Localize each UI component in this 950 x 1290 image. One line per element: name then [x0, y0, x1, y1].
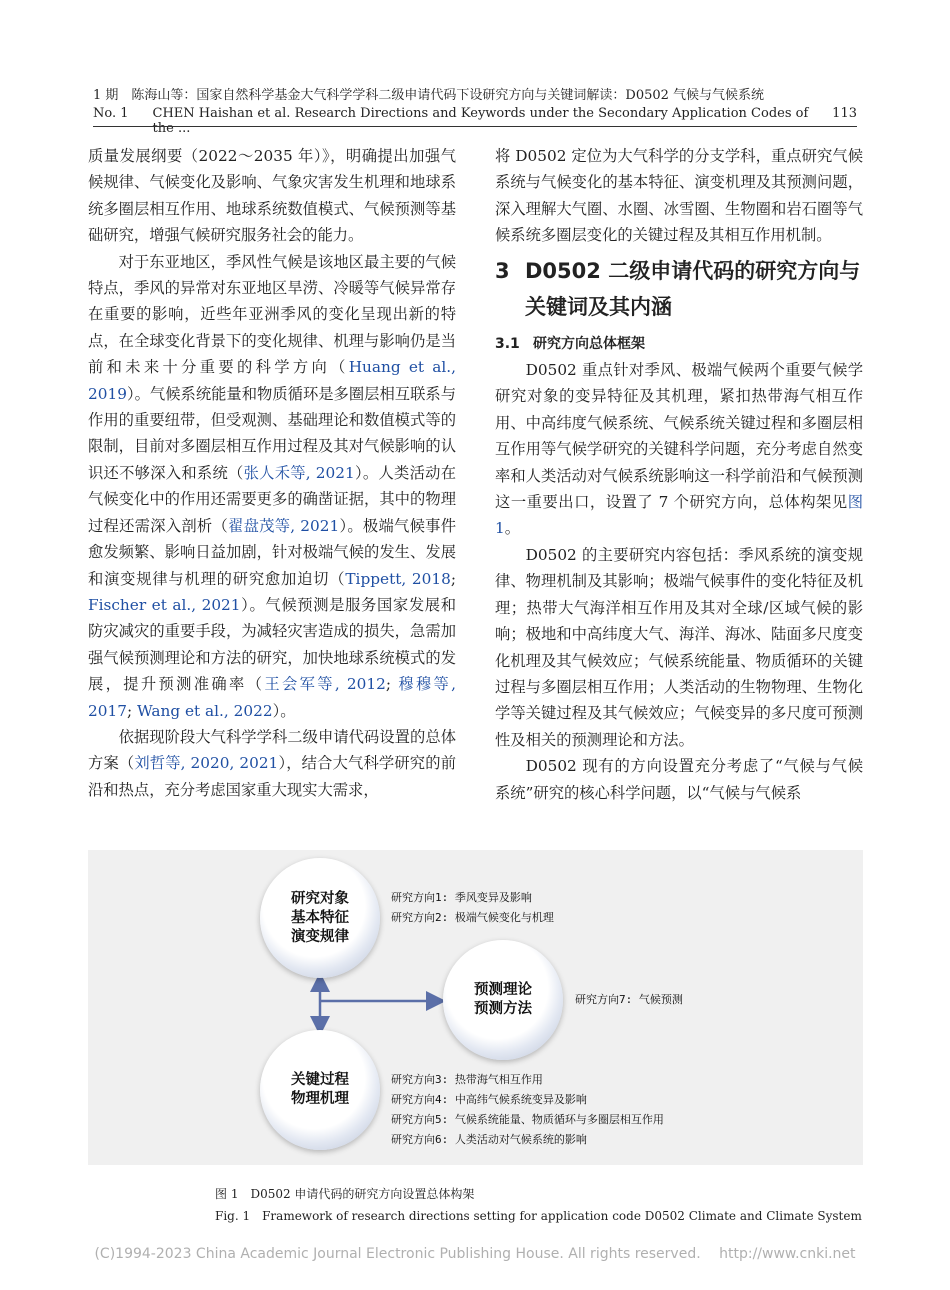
right-paragraph-4: D0502 现有的方向设置充分考虑了“气候与气候系统”研究的核心科学问题，以“气候与气候系 [495, 757, 863, 802]
direction-3: 研究方向3: 热带海气相互作用 [391, 1073, 543, 1086]
running-header-en [93, 106, 857, 136]
circle1-line2: 基本特征 [291, 909, 349, 926]
citation-link[interactable]: 刘哲等, 2020, 2021 [134, 754, 279, 773]
section-title-line2: 关键词及其内涵 [525, 294, 672, 319]
figure-1-framework [88, 850, 863, 1165]
citation-link[interactable]: Fischer et al., 2021 [88, 595, 241, 614]
section-title-line1: D0502 二级申请代码的研究方向与 [525, 258, 861, 283]
circle1-line3: 演变规律 [291, 928, 349, 945]
left-paragraph-3: 依据现阶段大气科学学科二级申请代码设置的总体方案（刘哲等, 2020, 2021），结合大气科学研究的前沿和热点，充分考虑国家重大现实大需求， [88, 727, 456, 799]
citation-link[interactable]: 王会军等, 2012 [264, 675, 386, 694]
citation-link[interactable]: 图 1 [495, 493, 863, 538]
direction-group-3 [391, 1070, 664, 1150]
right-paragraph-1: 将 D0502 定位为大气科学的分支学科，重点研究气候系统与气候变化的基本特征、演变机理及其预测问题，深入理解大气圈、水圈、冰雪圈、生物圈和岩石圈等气候系统多圈层变化的关键过程及其相互作用机制。 [495, 147, 863, 245]
direction-1: 研究方向1: 季风变异及影响 [391, 891, 532, 904]
circle-key-process [260, 1030, 380, 1150]
left-paragraph-1: 质量发展纲要（2022～2035 年）》，明确提出加强气候规律、气候变化及影响、气象灾害发生机理和地球系统多圈层相互作用、地球系统数值模式、气候预测等基础研究，增强气候研究服务社会的能力。 [88, 147, 456, 245]
right-paragraph-3: D0502 的主要研究内容包括：季风系统的演变规律、物理机制及其影响；极端气候事件的变化特征及机理；热带大气海洋相互作用及其对全球/区域气候的影响；极地和中高纬度大气、海洋、海冰、陆面多尺度变化机理及其气候效应；气候系统能量、物质循环的关键过程与多圈层相互作用；人类活动的生物物理、生物化学等关键过程及其气候效应；气候变异的多尺度可预测性及相关的预测理论和方法。 [495, 545, 863, 749]
page-number: 113 [832, 106, 857, 121]
subsection-heading [495, 331, 863, 357]
direction-4: 研究方向4: 中高纬气候系统变异及影响 [391, 1093, 587, 1106]
direction-2: 研究方向2: 极端气候变化与机理 [391, 911, 554, 924]
circle3-line2: 物理机理 [291, 1091, 349, 1107]
citation-link[interactable]: Tippett, 2018 [345, 569, 451, 588]
copyright-footer: (C)1994-2023 China Academic Journal Electronic Publishing House. All rights reserved. http://www.cnki.net [94, 1246, 856, 1262]
circle-research-object [260, 858, 380, 978]
subsection-title: 研究方向总体框架 [533, 335, 645, 352]
circle3-line1: 关键过程 [291, 1072, 349, 1088]
direction-7: 研究方向7: 气候预测 [575, 993, 683, 1006]
citation-link[interactable]: 穆穆等, 2017 [88, 675, 456, 720]
section-heading [495, 253, 863, 325]
direction-6: 研究方向6: 人类活动对气候系统的影响 [391, 1133, 587, 1146]
left-column [88, 143, 456, 803]
running-header-cn: 1 期 陈海山等：国家自然科学基金大气科学学科二级申请代码下设研究方向与关键词解读：D0502 气候与气候系统 [93, 88, 765, 103]
subsection-number: 3.1 [495, 335, 520, 352]
direction-group-1 [391, 888, 554, 928]
right-paragraph-2: D0502 重点针对季风、极端气候两个重要气候学研究对象的变异特征及其机理，紧扣热带海气相互作用、中高纬度气候系统、气候系统关键过程和多圈层相互作用等气候学研究的关键科学问题，充分考虑自然变率和人类活动对气候系统影响这一科学前沿和气候预测这一重要出口，设置了 7 个研究方向，总体构架见图 1。 [495, 361, 863, 538]
circle2-line2: 预测方法 [474, 1001, 532, 1017]
section-number: 3 [495, 258, 510, 283]
header-rule [93, 126, 857, 127]
citation-link[interactable]: Wang et al., 2022 [136, 701, 273, 720]
citation-link[interactable]: 翟盘茂等, 2021 [228, 516, 340, 535]
issue-number: No. 1 [93, 106, 129, 121]
circle1-line1: 研究对象 [291, 890, 349, 907]
direction-5: 研究方向5: 气候系统能量、物质循环与多圈层相互作用 [391, 1113, 664, 1126]
citation-link[interactable]: 张人禾等, 2021 [243, 463, 355, 482]
figure-caption-cn: 图 1 D0502 申请代码的研究方向设置总体构架 [215, 1187, 475, 1201]
circle-prediction [443, 940, 563, 1060]
running-title-en: CHEN Haishan et al. Research Directions and Keywords under the Secondary Application Codes of the ... [152, 106, 809, 136]
left-paragraph-2: 对于东亚地区，季风性气候是该地区最主要的气候特点，季风的异常对东亚地区旱涝、冷暖等气候异常存在重要的影响，近些年亚洲季风的变化呈现出新的特点，在全球变化背景下的变化规律、机理与影响仍是当前和未来十分重要的科学方向（Huang et al., 2019）。气候系统能量和物质循环是多圈层相互联系与作用的重要纽带，但受观测、基础理论和数值模式等的限制，目前对多圈层相互作用过程及其对气候影响的认识还不够深入和系统（张人禾等, 2021）。人类活动在气候变化中的作用还需要更多的确凿证据，其中的物理过程还需深入剖析（翟盘茂等, 2021）。极端气候事件愈发频繁、影响日益加剧，针对极端气候的发生、发展和演变规律与机理的研究愈加迫切（Tippett, 2018; Fischer et al., 2021）。气候预测是服务国家发展和防灾减灾的重要手段，为减轻灾害造成的损失，急需加强气候预测理论和方法的研究，加快地球系统模式的发展，提升预测准确率（王会军等, 2012; 穆穆等, 2017; Wang et al., 2022）。 [88, 252, 456, 720]
right-column [495, 143, 863, 806]
figure-caption-en: Fig. 1 Framework of research directions setting for application code D0502 Climate and Climate System [215, 1209, 862, 1223]
citation-link[interactable]: Huang et al., 2019 [88, 358, 456, 403]
circle2-line1: 预测理论 [474, 982, 532, 998]
